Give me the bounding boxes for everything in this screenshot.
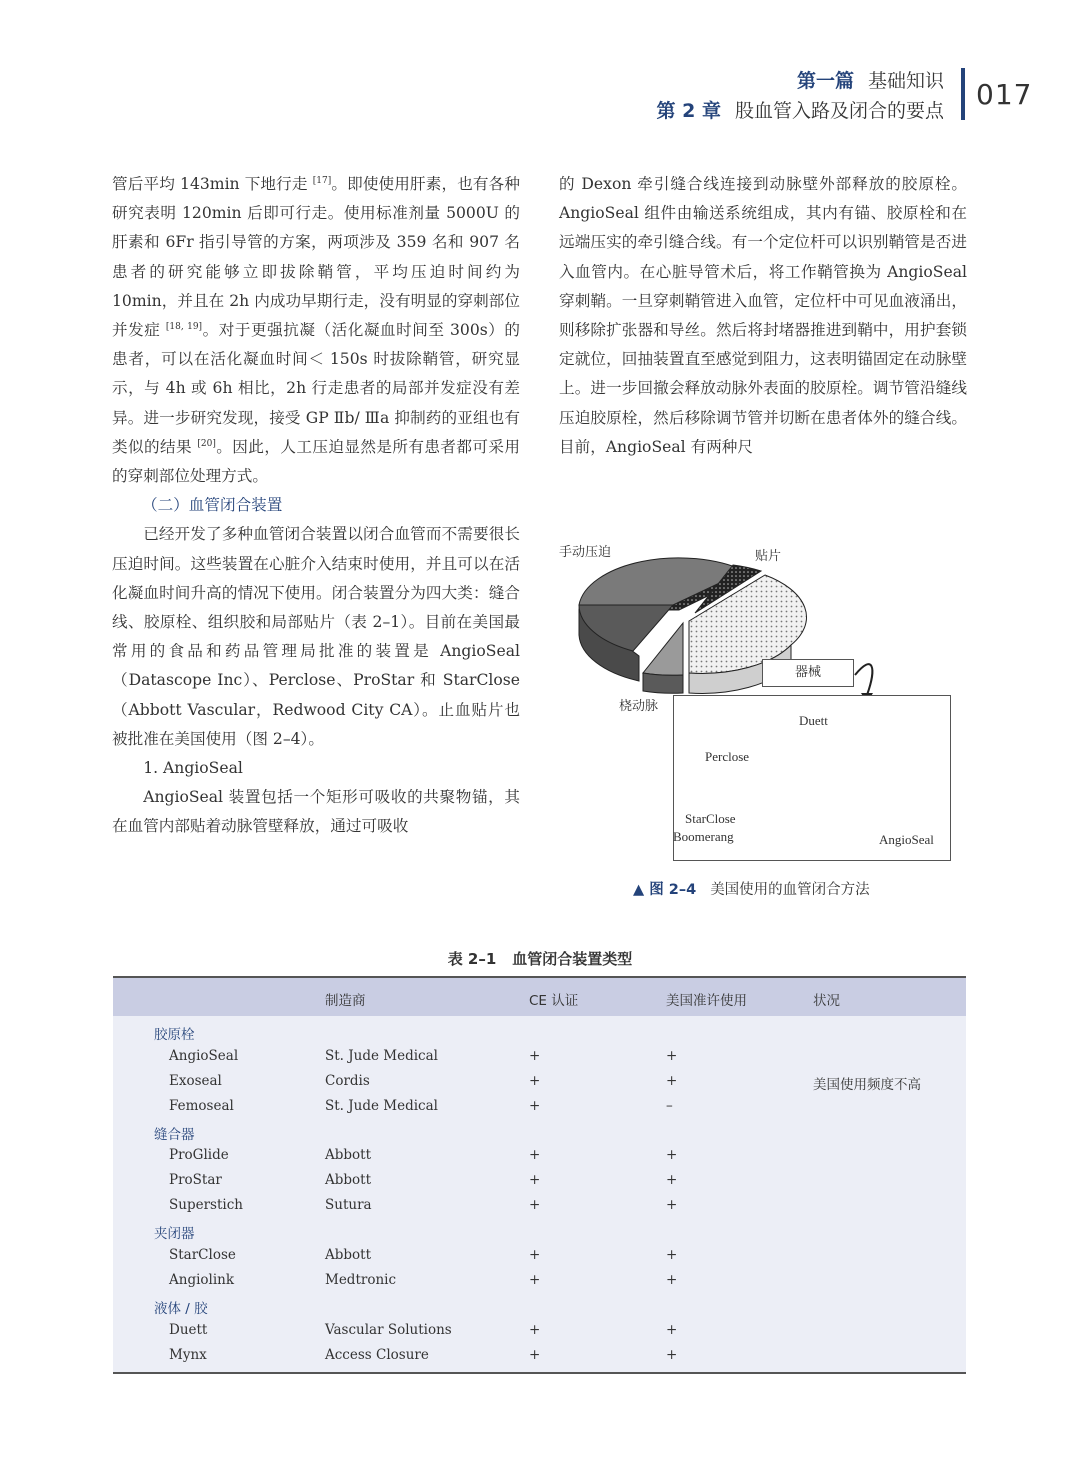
header-divider <box>961 68 965 120</box>
label-manual-compression: 手动压迫 <box>559 545 612 560</box>
col-ce: CE 认证 <box>529 993 579 1009</box>
table-row: ProGlide Abbott + + <box>169 1147 678 1164</box>
item-heading-angioseal: 1. AngioSeal <box>143 759 243 778</box>
group-row: 胶原栓 <box>154 1027 195 1043</box>
paragraph-continued: 管后平均 143min 下地行走 [17]。即使使用肝素，也有各种研究表明 120min 后即可行走。使用标准剂量 5000U 的肝素和 6Fr 指引导管的方案，两项涉及 359 名和 907 名患者的研究能够立即拔除鞘管，平均压迫时间约为 10min，并且在 2h 内成功早期行走，没有明显的穿刺部位并发症 [18, 19]。对于更强抗凝（活化凝血时间至 300s）的患者，可以在活化凝血时间＜ 150s 时拔除鞘管，研究显示，与 4h 或 6h 相比，2h 行走患者的局部并发症没有差异。进一步研究发现，接受 GP Ⅱb/ Ⅲa 抑制药的亚组也有类似的结果 [20]。因此，人工压迫显然是所有患者都可采用的穿刺部位处理方式。 <box>112 175 520 486</box>
citation-20: [20] <box>197 438 216 449</box>
figure-number: ▲ 图 2–4 <box>633 882 697 898</box>
table-row: Femoseal St. Jude Medical + – <box>169 1097 673 1114</box>
citation-18-19: [18, 19] <box>165 321 203 332</box>
paragraph-angioseal-continued: 的 Dexon 牵引缝合线连接到动脉壁外部释放的胶原栓。AngioSeal 组件由输送系统组成，其内有锚、胶原栓和在远端压实的牵引缝合线。有一个定位杆可以识别鞘管是否进入血管内。在心脏导管术后，将工作鞘管换为 AngioSeal 穿刺鞘。一旦穿刺鞘管进入血管，定位杆中可见血液涌出，则移除扩张器和导丝。然后将封堵器推进到鞘中，用护套锁定就位，回抽装置直至感觉到阻力，这表明锚固定在动脉壁上。进一步回撤会释放动脉外表面的胶原栓。调节管沿缝线压迫胶原栓，然后移除调节管并切断在患者体外的缝合线。目前，AngioSeal 有两种尺 <box>559 175 967 456</box>
col-us-approved: 美国准许使用 <box>666 993 747 1009</box>
table-row: Duett Vascular Solutions + + <box>169 1321 678 1338</box>
chapter-topic: 股血管入路及闭合的要点 <box>734 100 944 122</box>
label-radial: 桡动脉 <box>619 699 659 714</box>
group-row: 夹闭器 <box>154 1226 195 1243</box>
label-patch: 贴片 <box>755 549 782 564</box>
label-angioseal: AngioSeal <box>879 832 934 847</box>
figure-title: 美国使用的血管闭合方法 <box>710 882 870 898</box>
table-row: Angiolink Medtronic + + <box>169 1271 678 1288</box>
table-body <box>113 1016 966 1367</box>
chapter-heading <box>657 96 944 123</box>
col-maker: 制造商 <box>325 993 366 1009</box>
table-number: 表 2–1 <box>447 950 497 968</box>
label-starclose: StarClose <box>685 811 736 826</box>
col-status: 状况 <box>813 993 840 1009</box>
part-topic: 基础知识 <box>867 70 944 92</box>
group-row: 缝合器 <box>154 1126 195 1143</box>
part-heading <box>797 66 944 93</box>
paragraph-closure-devices: 已经开发了多种血管闭合装置以闭合血管而不需要很长压迫时间。这些装置在心脏介入结束时使用，并且可以在活化凝血时间升高的情况下使用。闭合装置分为四大类：缝合线、胶原栓、组织胶和局部贴片（表 2–1）。目前在美国最常用的食品和药品管理局批准的装置是 AngioSeal（Datascope Inc）、Perclose、ProStar 和 StarClose（Abbott Vascular，Redwood City CA）。止血贴片也被批准在美国使用（图 2–4）。 <box>112 525 520 748</box>
left-column <box>112 170 520 842</box>
section-subheading: （二）血管闭合装置 <box>142 496 283 515</box>
table-title <box>0 948 1080 969</box>
label-device: 器械 <box>762 659 854 687</box>
radial-slice-depth <box>643 673 683 693</box>
table-row: AngioSeal St. Jude Medical + + <box>169 1047 678 1064</box>
figure-caption <box>633 878 870 899</box>
table-row: StarClose Abbott + + <box>169 1247 678 1264</box>
table-row: Exoseal Cordis + + 美国使用频度不高 <box>169 1072 921 1093</box>
right-column <box>559 170 967 462</box>
group-row: 液体 / 胶 <box>154 1300 208 1317</box>
table-row: Mynx Access Closure + + <box>169 1346 678 1363</box>
label-duett: Duett <box>799 713 828 728</box>
table-row: ProStar Abbott + + <box>169 1172 678 1189</box>
label-boomerang: Boomerang <box>673 829 734 844</box>
callout-arrow <box>855 664 872 695</box>
page-number: 017 <box>976 78 1033 111</box>
paragraph-angioseal: AngioSeal 装置包括一个矩形可吸收的共聚物锚，其在血管内部贴着动脉管壁释放，通过可吸收 <box>112 788 520 836</box>
table-row: Superstich Sutura + + <box>169 1197 678 1214</box>
label-perclose: Perclose <box>705 749 750 764</box>
figure-2-4 <box>555 535 975 865</box>
table-header <box>113 978 966 1016</box>
closure-devices-table <box>113 976 966 1374</box>
table-caption: 血管闭合装置类型 <box>512 950 633 968</box>
chapter-number: 第 2 章 <box>656 100 721 122</box>
citation-17: [17] <box>312 175 332 186</box>
part-number: 第一篇 <box>796 70 854 92</box>
